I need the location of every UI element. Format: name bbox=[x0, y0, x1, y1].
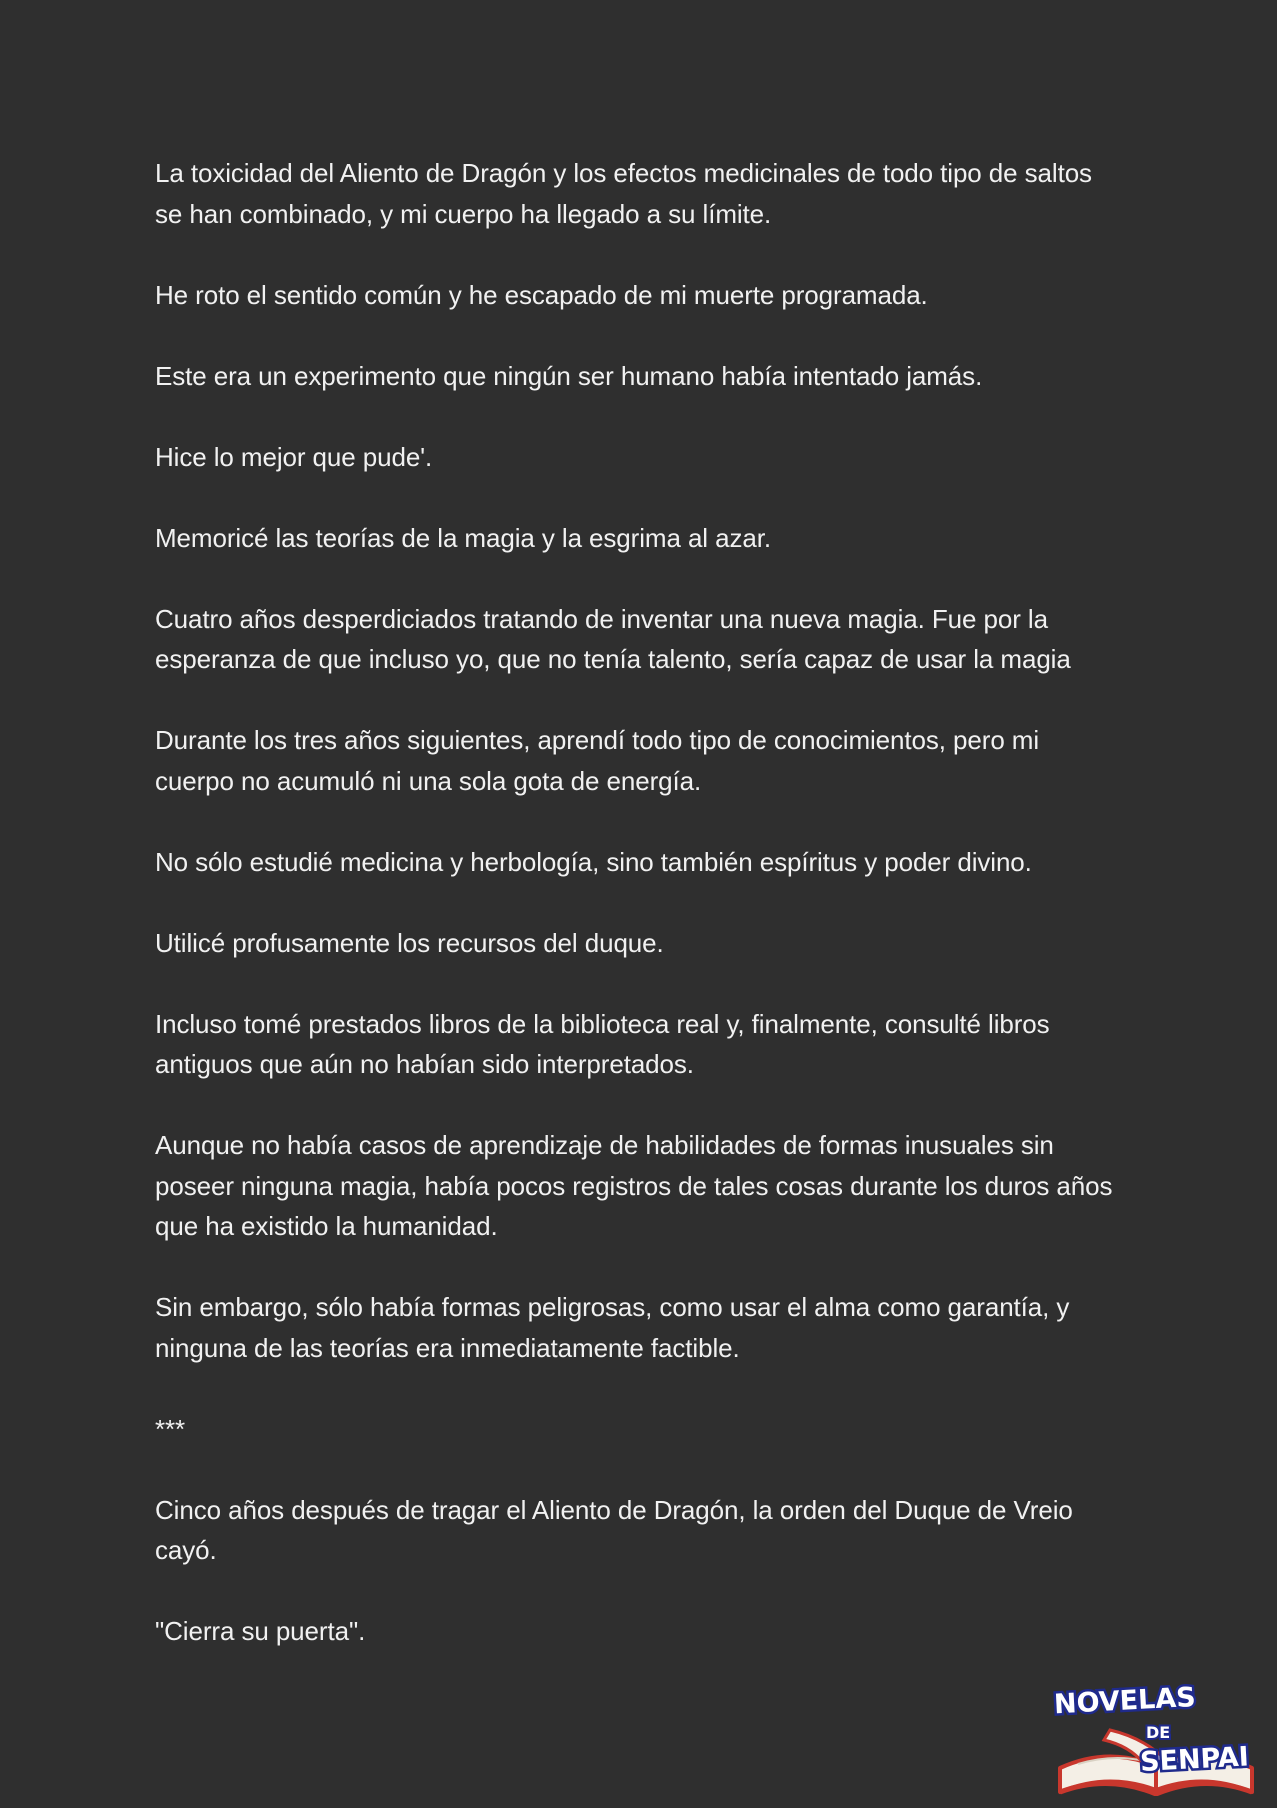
paragraph: Cinco años después de tragar el Aliento de Dragón, la orden del Duque de Vreio cayó. bbox=[155, 1494, 1073, 1565]
paragraph: La toxicidad del Aliento de Dragón y los efectos medicinales de todo tipo de saltos se han combinado, y mi cuerpo ha llegado a su límite. bbox=[155, 158, 1092, 229]
paragraph: Utilicé profusamente los recursos del duque. bbox=[155, 927, 664, 958]
novelas-de-senpai-logo bbox=[1048, 1668, 1258, 1796]
paragraph: "Cierra su puerta". bbox=[155, 1616, 366, 1646]
paragraph: Este era un experimento que ningún ser humano había intentado jamás. bbox=[155, 360, 983, 391]
paragraph: Hice lo mejor que pude'. bbox=[155, 441, 433, 472]
logo-line-1: NOVELAS bbox=[1053, 1681, 1197, 1721]
paragraph: Aunque no había casos de aprendizaje de habilidades de formas inusuales sin poseer ninguna magia, había pocos registros de tales cosas durante los duros años que ha existido la humanidad. bbox=[155, 1130, 1113, 1241]
paragraph: Cuatro años desperdiciados tratando de inventar una nueva magia. Fue por la esperanza de que incluso yo, que no tenía talento, sería capaz de usar la magia bbox=[155, 603, 1071, 674]
paragraph: Sin embargo, sólo había formas peligrosas, como usar el alma como garantía, y ninguna de las teorías era inmediatamente factible. bbox=[155, 1292, 1070, 1363]
document-body bbox=[155, 153, 1125, 1692]
paragraph: No sólo estudié medicina y herbología, sino también espíritus y poder divino. bbox=[155, 846, 1032, 877]
paragraph: Memoricé las teorías de la magia y la esgrima al azar. bbox=[155, 522, 771, 553]
scene-break: *** bbox=[155, 1413, 186, 1444]
paragraph: Durante los tres años siguientes, aprendí todo tipo de conocimientos, pero mi cuerpo no acumuló ni una sola gota de energía. bbox=[155, 725, 1040, 796]
paragraph: Incluso tomé prestados libros de la biblioteca real y, finalmente, consulté libros antiguos que aún no habían sido interpretados. bbox=[155, 1008, 1050, 1079]
paragraph: He roto el sentido común y he escapado de mi muerte programada. bbox=[155, 279, 928, 310]
logo-line-2: DE bbox=[1146, 1723, 1171, 1742]
logo-line-3: SENPAI bbox=[1139, 1741, 1250, 1779]
